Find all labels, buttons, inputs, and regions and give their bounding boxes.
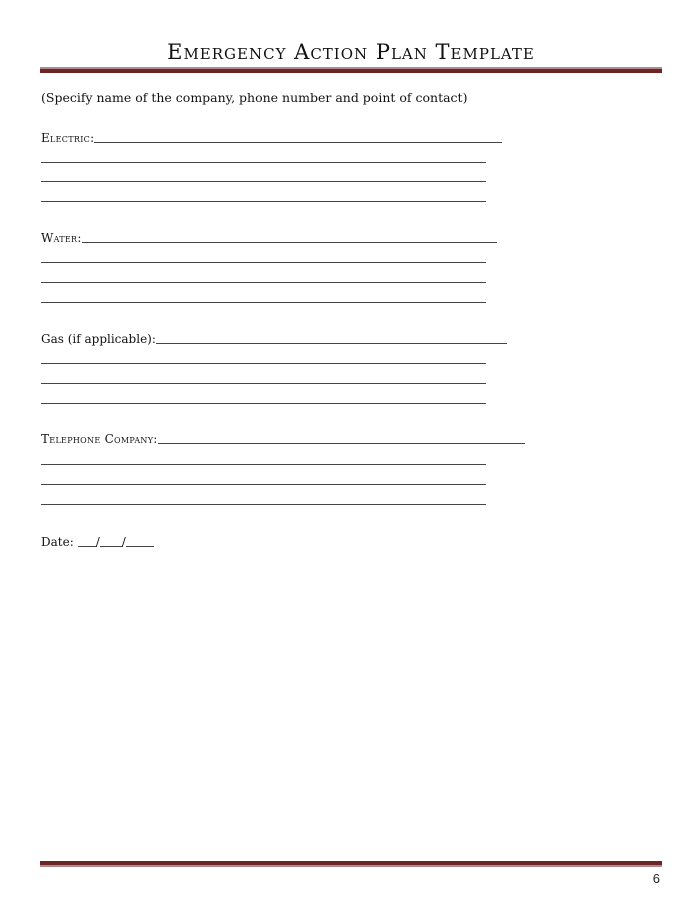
telephone-input[interactable] — [158, 431, 525, 444]
instruction-text: (Specify name of the company, phone number and point of contact) — [41, 90, 468, 105]
water-label: Water: — [41, 231, 82, 245]
date-field-row — [41, 533, 154, 549]
gas-label: Gas (if applicable): — [41, 332, 156, 346]
electric-line-4[interactable] — [41, 189, 486, 202]
gas-line-2[interactable] — [41, 351, 486, 364]
telephone-line-2[interactable] — [41, 452, 486, 465]
telephone-label: Telephone Company: — [41, 432, 158, 446]
date-year-input[interactable] — [126, 534, 154, 547]
header-divider — [40, 67, 662, 74]
water-field-row — [41, 229, 497, 245]
water-line-3[interactable] — [41, 270, 486, 283]
water-line-2[interactable] — [41, 250, 486, 263]
gas-line-4[interactable] — [41, 391, 486, 404]
date-separator: / — [95, 535, 100, 549]
date-label: Date: — [41, 535, 74, 549]
electric-field-row — [41, 129, 502, 145]
gas-input[interactable] — [156, 331, 507, 344]
telephone-line-3[interactable] — [41, 472, 486, 485]
electric-line-3[interactable] — [41, 169, 486, 182]
date-month-input[interactable] — [78, 534, 96, 547]
date-day-input[interactable] — [100, 534, 122, 547]
water-line-4[interactable] — [41, 290, 486, 303]
gas-field-row — [41, 330, 507, 346]
electric-label: Electric: — [41, 131, 95, 145]
gas-line-3[interactable] — [41, 371, 486, 384]
electric-input[interactable] — [94, 130, 502, 143]
page-title: Emergency Action Plan Template — [167, 40, 535, 64]
telephone-line-4[interactable] — [41, 492, 486, 505]
header-divider-thick — [40, 69, 662, 73]
date-separator: / — [121, 535, 126, 549]
footer-divider-thin — [40, 865, 662, 867]
telephone-field-row — [41, 430, 525, 446]
electric-line-2[interactable] — [41, 150, 486, 163]
water-input[interactable] — [82, 230, 497, 243]
page-number: 6 — [652, 871, 660, 886]
footer-divider — [40, 861, 662, 868]
